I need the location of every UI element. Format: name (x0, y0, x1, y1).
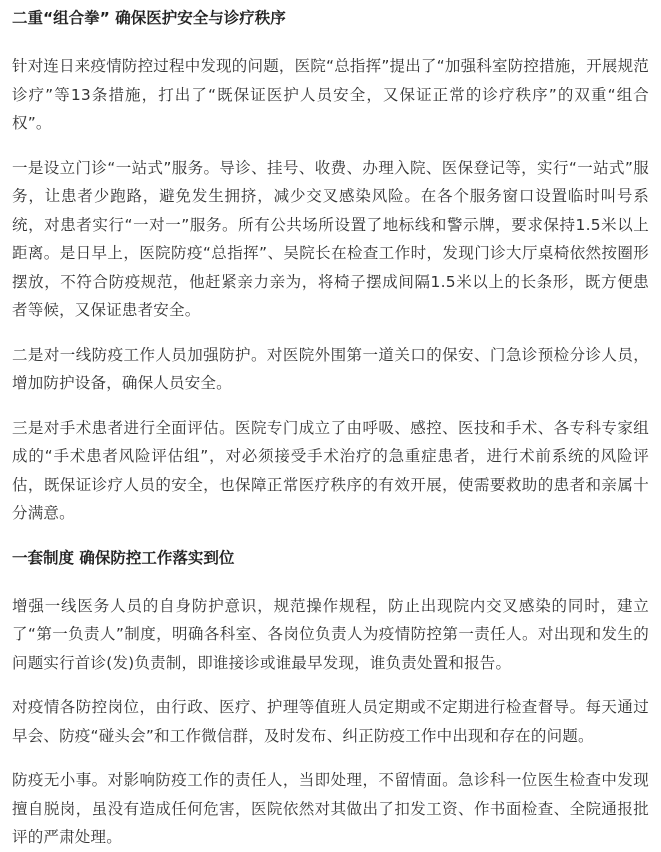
paragraph-responsibility-system: 增强一线医务人员的自身防护意识，规范操作规程，防止出现院内交叉感染的同时，建立了“第一负责人”制度，明确各科室、各岗位负责人为疫情防控第一责任人。对出现和发生的问题实行首诊(发)负责制，即谁接诊或谁最早发现，谁负责处置和报告。 (12, 596, 649, 672)
section-heading-combo-punch: 二重“组合拳” 确保医护安全与诊疗秩序 (12, 9, 286, 27)
paragraph-one-stop-service: 一是设立门诊“一站式”服务。导诊、挂号、收费、办理入院、医保登记等，实行“一站式”服务，让患者少跑路，避免发生拥挤，减少交叉感染风险。在各个服务窗口设置临时叫号系统，对患者实行“一对一”服务。所有公共场所设置了地标线和警示牌，要求保持1.5米以上距离。是日早上，医院防疫“总指挥”、吴院长在检查工作时，发现门诊大厅桌椅依然按圈形摆放，不符合防疫规范，他赶紧亲力亲为，将椅子摆成间隔1.5米以上的长条形，既方便患者等候，又保证患者安全。 (12, 158, 649, 319)
paragraph-frontline-protection: 二是对一线防疫工作人员加强防护。对医院外围第一道关口的保安、门急诊预检分诊人员，增加防护设备，确保人员安全。 (12, 345, 649, 392)
paragraph-accountability: 防疫无小事。对影响防疫工作的责任人，当即处理，不留情面。急诊科一位医生检查中发现擅自脱岗，虽没有造成任何危害，医院依然对其做出了扣发工资、作书面检查、全院通报批评的严肃处理。 (12, 771, 649, 846)
paragraph-surgery-assessment: 三是对手术患者进行全面评估。医院专门成立了由呼吸、感控、医技和手术、各专科专家组成的“手术患者风险评估组”，对必须接受手术治疗的急重症患者，进行术前系统的风险评估，既保证诊疗人员的安全，也保障正常医疗秩序的有效开展，使需要救助的患者和亲属十分满意。 (12, 418, 649, 522)
paragraph-inspection: 对疫情各防控岗位，由行政、医疗、护理等值班人员定期或不定期进行检查督导。每天通过早会、防疫“碰头会”和工作微信群，及时发布、纠正防疫工作中出现和存在的问题。 (12, 698, 649, 745)
paragraph-measures: 针对连日来疫情防控过程中发现的问题，医院“总指挥”提出了“加强科室防控措施，开展规范诊疗”等13条措施，打出了“既保证医护人员安全，又保证正常的诊疗秩序”的双重“组合权”。 (12, 57, 649, 132)
section-heading-system: 一套制度 确保防控工作落实到位 (12, 548, 235, 567)
